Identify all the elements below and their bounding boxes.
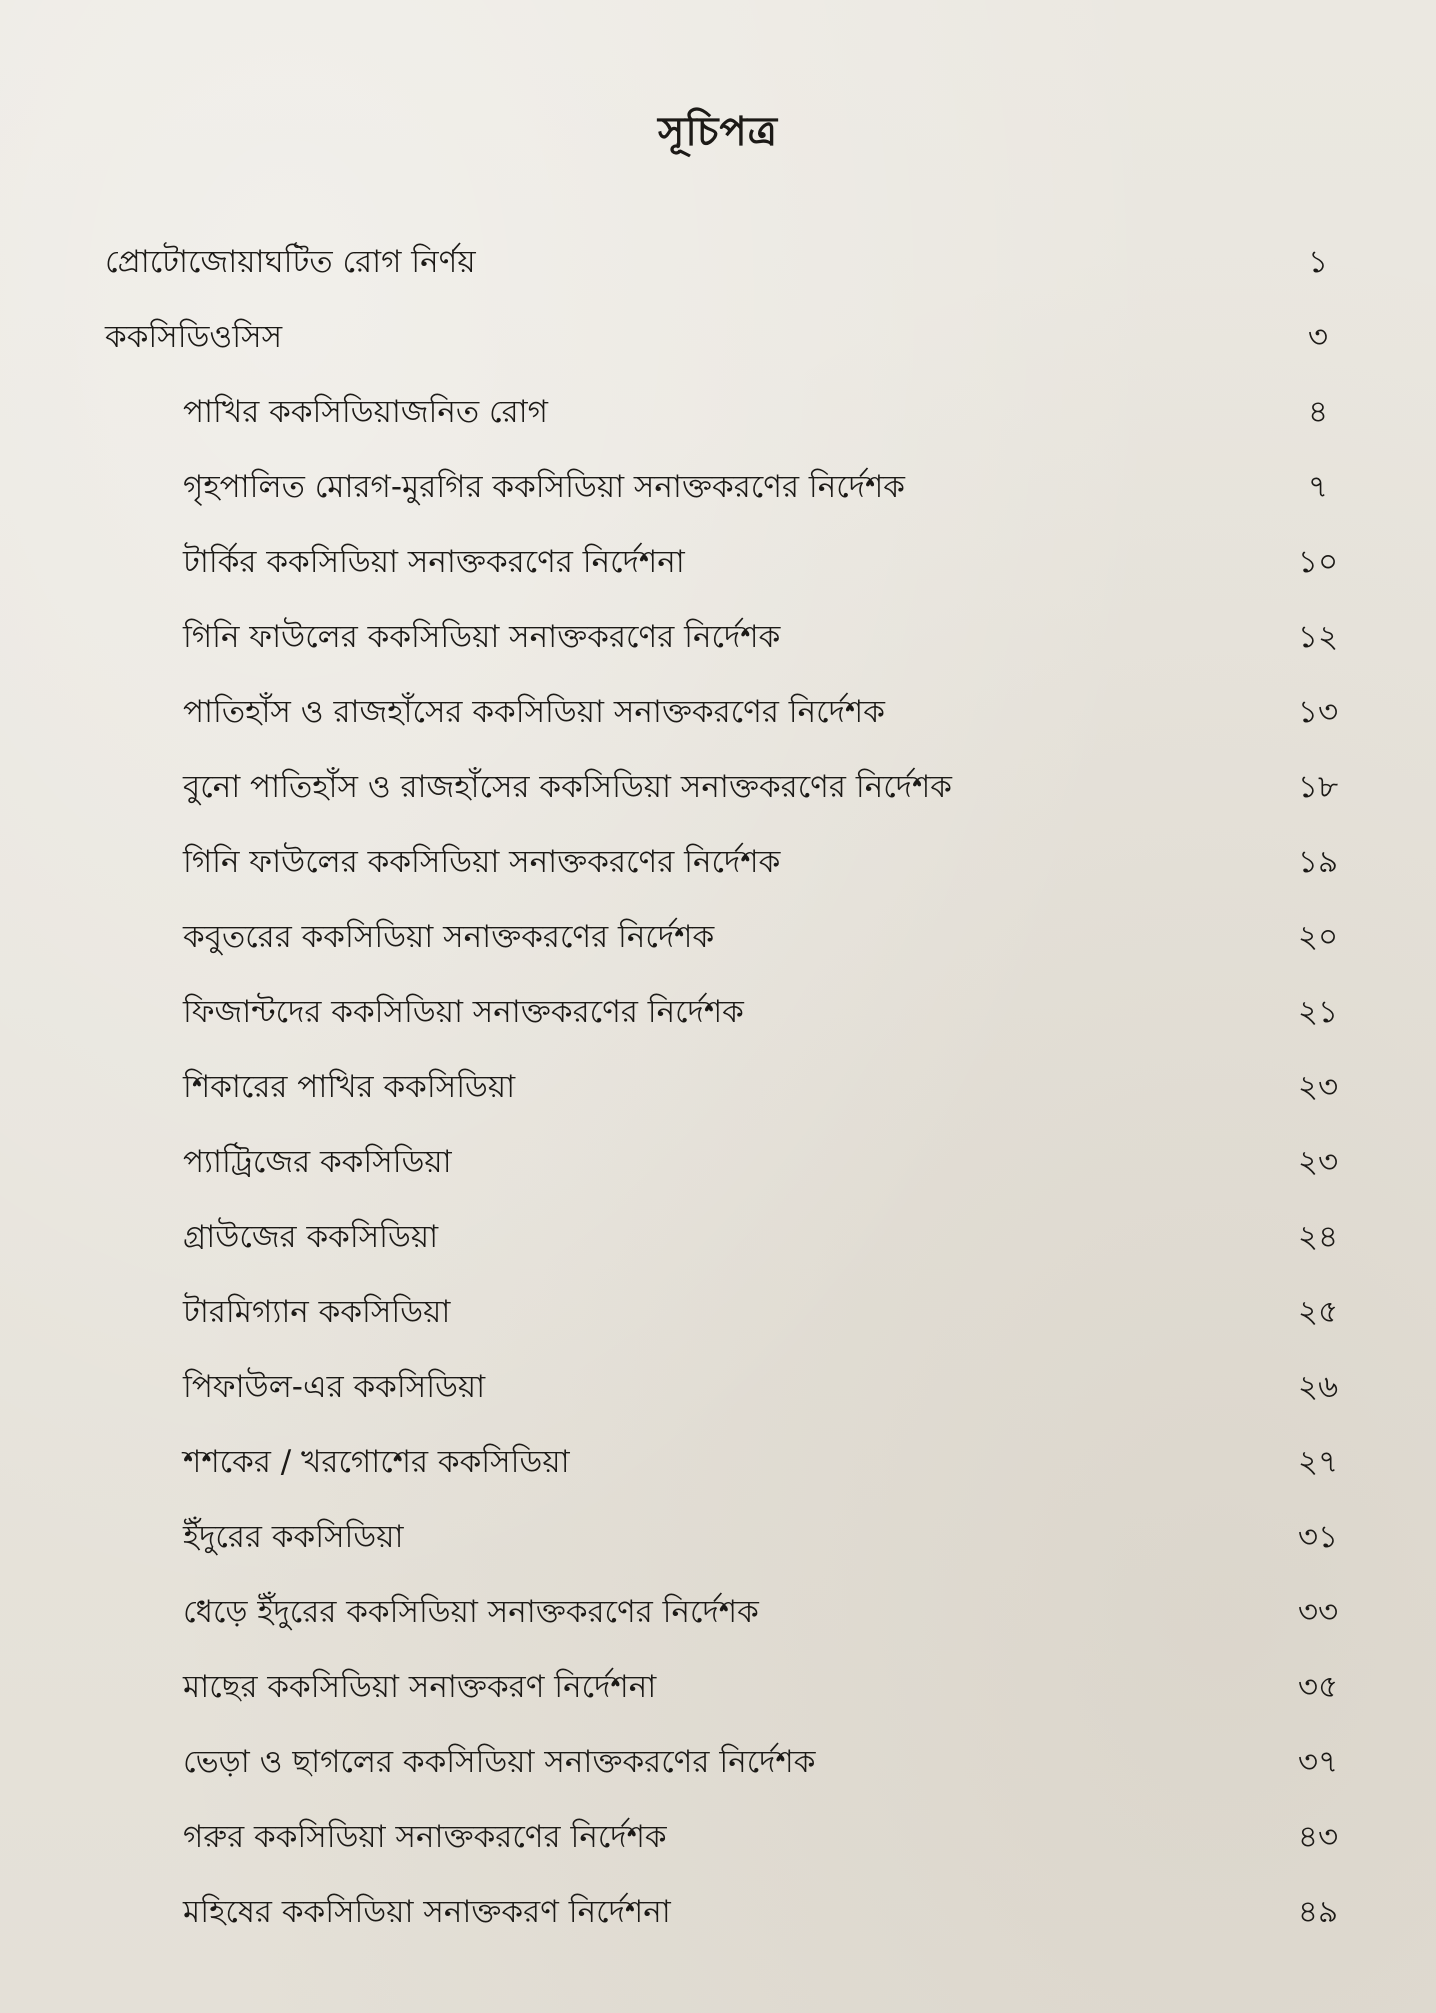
- toc-entry: [0, 525, 1436, 600]
- toc-entry: [0, 1275, 1436, 1350]
- toc-entry-title: ভেড়া ও ছাগলের ককসিডিয়া সনাক্তকরণের নির্দেশক: [183, 1744, 816, 1780]
- toc-entry-title: ককসিডিওসিস: [105, 319, 283, 355]
- toc-entry-title: বুনো পাতিহাঁস ও রাজহাঁসের ককসিডিয়া সনাক্তকরণের নির্দেশক: [183, 769, 952, 805]
- toc-entry-page-number: ১৮: [1297, 769, 1339, 805]
- toc-entry: [0, 1425, 1436, 1500]
- toc-entry-title: টার্কির ককসিডিয়া সনাক্তকরণের নির্দেশনা: [183, 544, 685, 580]
- toc-entry: [0, 1050, 1436, 1125]
- toc-entry: [0, 1875, 1436, 1950]
- toc-entry: [0, 600, 1436, 675]
- toc-entry-title: পাতিহাঁস ও রাজহাঁসের ককসিডিয়া সনাক্তকরণের নির্দেশক: [183, 694, 885, 730]
- toc-entry-page-number: ১৩: [1297, 694, 1339, 730]
- toc-entry-title: ধেড়ে ইঁদুরের ককসিডিয়া সনাক্তকরণের নির্দেশক: [183, 1594, 759, 1630]
- toc-entry-page-number: ৪৯: [1297, 1894, 1339, 1930]
- toc-entry-title: শিকারের পাখির ককসিডিয়া: [183, 1069, 516, 1105]
- toc-entry-page-number: ৩৭: [1297, 1744, 1339, 1780]
- toc-entry-page-number: ৩১: [1297, 1519, 1339, 1555]
- toc-entry-page-number: ১: [1307, 244, 1329, 280]
- toc-entry-page-number: ৩৩: [1297, 1594, 1339, 1630]
- toc-entry-title: পাখির ককসিডিয়াজনিত রোগ: [183, 394, 548, 430]
- toc-entry-title: টারমিগ্যান ককসিডিয়া: [183, 1294, 451, 1330]
- table-of-contents: [0, 225, 1436, 1950]
- toc-entry-title: গরুর ককসিডিয়া সনাক্তকরণের নির্দেশক: [183, 1819, 667, 1855]
- toc-entry-title: কবুতরের ককসিডিয়া সনাক্তকরণের নির্দেশক: [183, 919, 715, 955]
- toc-entry: [0, 900, 1436, 975]
- toc-entry: [0, 1800, 1436, 1875]
- toc-entry-page-number: ২৪: [1297, 1219, 1339, 1255]
- toc-entry: [0, 225, 1436, 300]
- toc-entry-title: গৃহপালিত মোরগ-মুরগির ককসিডিয়া সনাক্তকরণের নির্দেশক: [183, 469, 905, 505]
- toc-entry-title: মহিষের ককসিডিয়া সনাক্তকরণ নির্দেশনা: [183, 1894, 671, 1930]
- toc-entry-page-number: ২৬: [1297, 1369, 1339, 1405]
- toc-entry: [0, 825, 1436, 900]
- toc-entry-page-number: ২০: [1297, 919, 1339, 955]
- toc-entry: [0, 300, 1436, 375]
- page-title: সূচিপত্র: [658, 109, 778, 155]
- toc-entry-page-number: ১৯: [1297, 844, 1339, 880]
- toc-entry-page-number: ২৫: [1297, 1294, 1339, 1330]
- toc-entry-page-number: ৩: [1307, 319, 1329, 355]
- toc-entry: [0, 1200, 1436, 1275]
- toc-entry-page-number: ২৩: [1297, 1144, 1339, 1180]
- toc-entry-page-number: ৪: [1307, 394, 1329, 430]
- toc-entry-title: গিনি ফাউলের ককসিডিয়া সনাক্তকরণের নির্দেশক: [183, 619, 781, 655]
- toc-entry-title: পিফাউল-এর ককসিডিয়া: [183, 1369, 486, 1405]
- toc-entry-page-number: ৩৫: [1297, 1669, 1339, 1705]
- toc-entry: [0, 1500, 1436, 1575]
- toc-entry: [0, 450, 1436, 525]
- toc-entry-page-number: ২১: [1297, 994, 1339, 1030]
- toc-entry-page-number: ২৭: [1297, 1444, 1339, 1480]
- toc-entry-page-number: ২৩: [1297, 1069, 1339, 1105]
- toc-entry: [0, 675, 1436, 750]
- toc-entry: [0, 1350, 1436, 1425]
- toc-entry-title: প্যাট্রিজের ককসিডিয়া: [183, 1144, 452, 1180]
- toc-entry: [0, 1125, 1436, 1200]
- toc-entry-title: ফিজান্টদের ককসিডিয়া সনাক্তকরণের নির্দেশক: [183, 994, 744, 1030]
- toc-entry: [0, 1650, 1436, 1725]
- toc-entry: [0, 1575, 1436, 1650]
- toc-entry-page-number: ৪৩: [1297, 1819, 1339, 1855]
- toc-entry-title: ইঁদুরের ককসিডিয়া: [183, 1519, 404, 1555]
- toc-entry: [0, 375, 1436, 450]
- toc-entry-page-number: ১২: [1297, 619, 1339, 655]
- toc-entry-page-number: ১০: [1297, 544, 1339, 580]
- toc-entry-title: মাছের ককসিডিয়া সনাক্তকরণ নির্দেশনা: [183, 1669, 657, 1705]
- toc-entry-title: শশকের / খরগোশের ককসিডিয়া: [183, 1444, 570, 1480]
- toc-entry: [0, 1725, 1436, 1800]
- toc-entry-title: গিনি ফাউলের ককসিডিয়া সনাক্তকরণের নির্দেশক: [183, 844, 781, 880]
- toc-entry-title: গ্রাউজের ককসিডিয়া: [183, 1219, 439, 1255]
- toc-entry: [0, 975, 1436, 1050]
- toc-entry-title: প্রোটোজোয়াঘটিত রোগ নির্ণয়: [105, 244, 476, 280]
- toc-entry: [0, 750, 1436, 825]
- toc-entry-page-number: ৭: [1307, 469, 1329, 505]
